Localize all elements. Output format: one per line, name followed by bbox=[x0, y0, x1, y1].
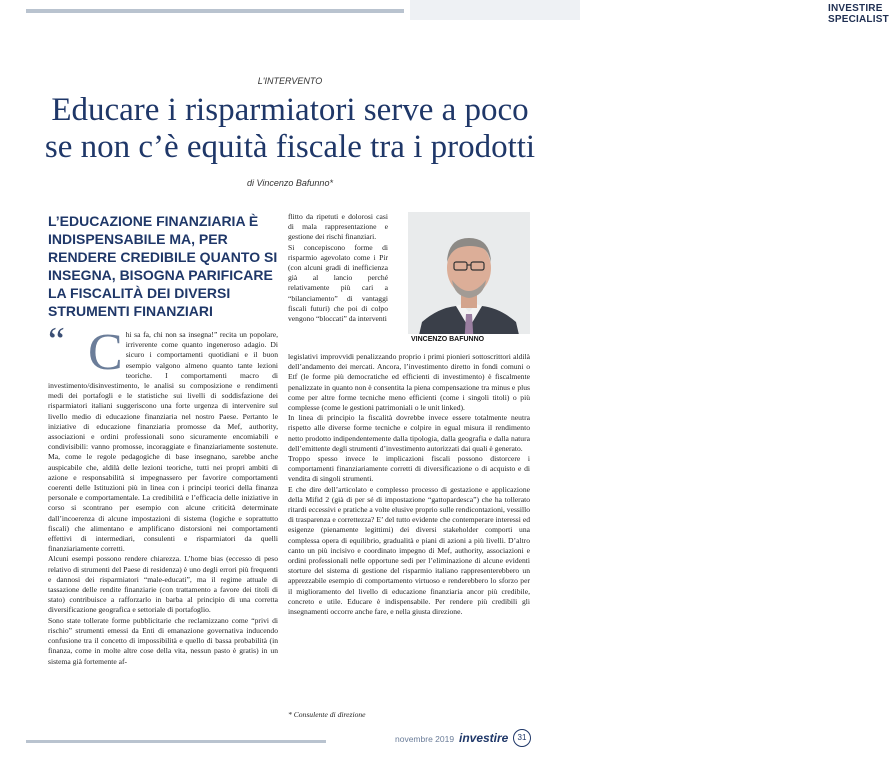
portrait-illustration bbox=[408, 212, 530, 348]
left-paragraph-2: Alcuni esempi possono rendere chiarezza. L’home bias (eccesso di peso relativo di strumenti del Paese di residenza) è uno degli errori più frequenti e dannosi dei risparmiatori “male-educati”, ma il regime attuale di tassazione delle rendite finanziarie (con trattamento a favore dei titoli di stato) contribuisce a rafforzarlo in barba al principio di una corretta diversificazione geografica e settoriale di portafoglio. bbox=[48, 554, 278, 615]
right-paragraph-3: Troppo spesso invece le implicazioni fiscali possono distorcere i comportamenti finanziariamente corretti di diversificazione o di acquisto e di vendita di singoli strumenti. bbox=[288, 454, 530, 484]
article-title bbox=[20, 92, 560, 166]
left-paragraph-1: Chi sa fa, chi non sa insegna!” recita un popolare, irriverente come quanto ingeneroso adagio. Di sicuro i comportamenti quotidiani e il buon esempio valgono almeno quanto tante lezioni teoriche. I comportamenti macro di investimento/disinvestimento, le analisi su composizione e rendimenti medi dei portafogli e le statistiche sui livelli di soddisfazione dei risparmiatori italiani suggeriscono una forte urgenza di intervenire sul livello medio di educazione finanziaria nel nostro Paese. Pertanto le iniziative di educazione finanziaria promosse da Mef, authority, associazioni e ordini professionali sono sicuramente encomiabili e condivisibili: vanno promosse, incoraggiate e finanziariamente sostenute. Ma, come le regole pedagogiche di base insegnano, sarebbe anche auspicabile che, aldilà delle lezioni teoriche, tutti nei propri ambiti di azione e responsabilità si impegnassero per favorire comportamenti coerenti delle Istituzioni più in linea con i principi teorici della finanza personale e comportamentale. La credibilità e l’efficacia delle iniziative in corso si scontrano per esempio con alcune criticità determinate dall’incoerenza di alcune impostazioni di sistema (logiche e soprattutto fiscali) che alimentano e amplificano distorsioni nei comportamenti effettivi di intermediari, consulenti e risparmiatori da quelli finanziariamente corretti. bbox=[48, 324, 278, 554]
page-number: 31 bbox=[513, 729, 531, 747]
page-header bbox=[0, 0, 889, 25]
page-footer bbox=[0, 725, 580, 753]
footer-rule bbox=[26, 740, 326, 743]
title-line-2: se non c’è equità fiscale tra i prodotti bbox=[44, 129, 536, 165]
article-byline: di Vincenzo Bafunno* bbox=[247, 178, 333, 188]
article-kicker: L'INTERVENTO bbox=[257, 76, 323, 86]
photo-caption: VINCENZO BAFUNNO bbox=[411, 336, 485, 343]
drop-cap: C bbox=[88, 324, 123, 381]
quote-mark: “ bbox=[48, 320, 65, 362]
section-title: INVESTIRE SPECIALIST bbox=[828, 3, 889, 25]
header-section-box bbox=[410, 0, 889, 25]
author-photo bbox=[408, 212, 530, 348]
author-note: * Consulente di direzione bbox=[288, 710, 366, 719]
left-paragraph-3: Sono state tollerate forme pubblicitarie che reclamizzano come “privi di rischio” strumenti emessi da Enti di emanazione governativa inducendo confusione tra il concetto di impossibilità e quello di bassa probabilità (in finanza, come in molte altre cose della vita, nessun pasto è gratis) in un sistema già fortemente af- bbox=[48, 615, 278, 666]
photo-caption-bar bbox=[408, 334, 530, 348]
right-column bbox=[288, 352, 530, 617]
article-lead: L’EDUCAZIONE FINANZIARIA È INDISPENSABILE MA, PER RENDERE CREDIBILE QUANTO SI INSEGNA, BISOGNA PARIFICARE LA FISCALITÀ DEI DIVERSI STRUMENTI FINANZIARI bbox=[48, 213, 278, 319]
right-paragraph-1: legislativi improvvidi penalizzando proprio i primi pionieri sottoscrittori aldilà dell’andamento dei mercati. Ancora, l’investimento diretto in fondi comuni o Etf (le forme più democratiche ed efficienti di investimento) è fiscalmente penalizzate in quanto non è consentita la piena compensazione tra minus e plus come per altre forme tecniche meno efficienti (come i singoli titoli) o più complesse (come le gestioni patrimoniali o le unit linked). bbox=[288, 352, 530, 413]
middle-column bbox=[288, 212, 388, 324]
right-paragraph-2: In linea di principio la fiscalità dovrebbe invece essere totalmente neutra rispetto alle diverse forme tecniche e colpire in egual misura il rendimento netto prodotto indipendentemente dalla tipologia, dalla geografia e dalla natura dell’emittente degli strumenti d’investimento autorizzati dai quali è generato. bbox=[288, 413, 530, 453]
mid-paragraph-2: Si concepiscono forme di risparmio agevolato come i Pir (con alcuni gradi di inefficienza già al lancio perché relativamente più cari a “bilanciamento” di vantaggi fiscali futuri) che poi di colpo vengono “bloccati” da interventi bbox=[288, 242, 388, 324]
title-line-1: Educare i risparmiatori serve a poco bbox=[51, 92, 529, 128]
left-column bbox=[48, 324, 278, 667]
issue-date: novembre 2019 bbox=[395, 734, 455, 744]
right-paragraph-4: E che dire dell’articolato e complesso processo di gestazione e applicazione della Mifid 2 (già di per sé di impostazione “gattopardesca”) che ha tollerato ritardi eccessivi e pratiche a volte elusive proprio sulle rendicontazioni, vessillo di trasparenza e correttezza? E’ del tutto evidente che contemperare interessi ed esigenze (pienamente legittimi) dei diversi stakeholder comporti una complessa opera di equilibrio, gradualità e piani di azioni a più livelli. D’altro canto un più incisivo e coordinato impegno di Mef, authority, associazioni e ordini professionali nelle opportune sedi per l’eliminazione di alcune evidenti storture del sistema di gestione del risparmio italiano rappresenterebbero un apprezzabile esempio di comportamento virtuoso e renderebbero lo sforzo per il miglioramento del livello di educazione finanziaria ancor più credibile, concreto e utile. Educare è indispensabile. Per rendere più credibili gli insegnamenti occorre anche fare, e nella giusta direzione. bbox=[288, 484, 530, 617]
magazine-logo: investire bbox=[459, 731, 509, 745]
header-rule bbox=[26, 9, 404, 13]
mid-paragraph-1: flitto da ripetuti e dolorosi casi di mala rappresentazione e gestione dei rischi finanziari. bbox=[288, 212, 388, 242]
